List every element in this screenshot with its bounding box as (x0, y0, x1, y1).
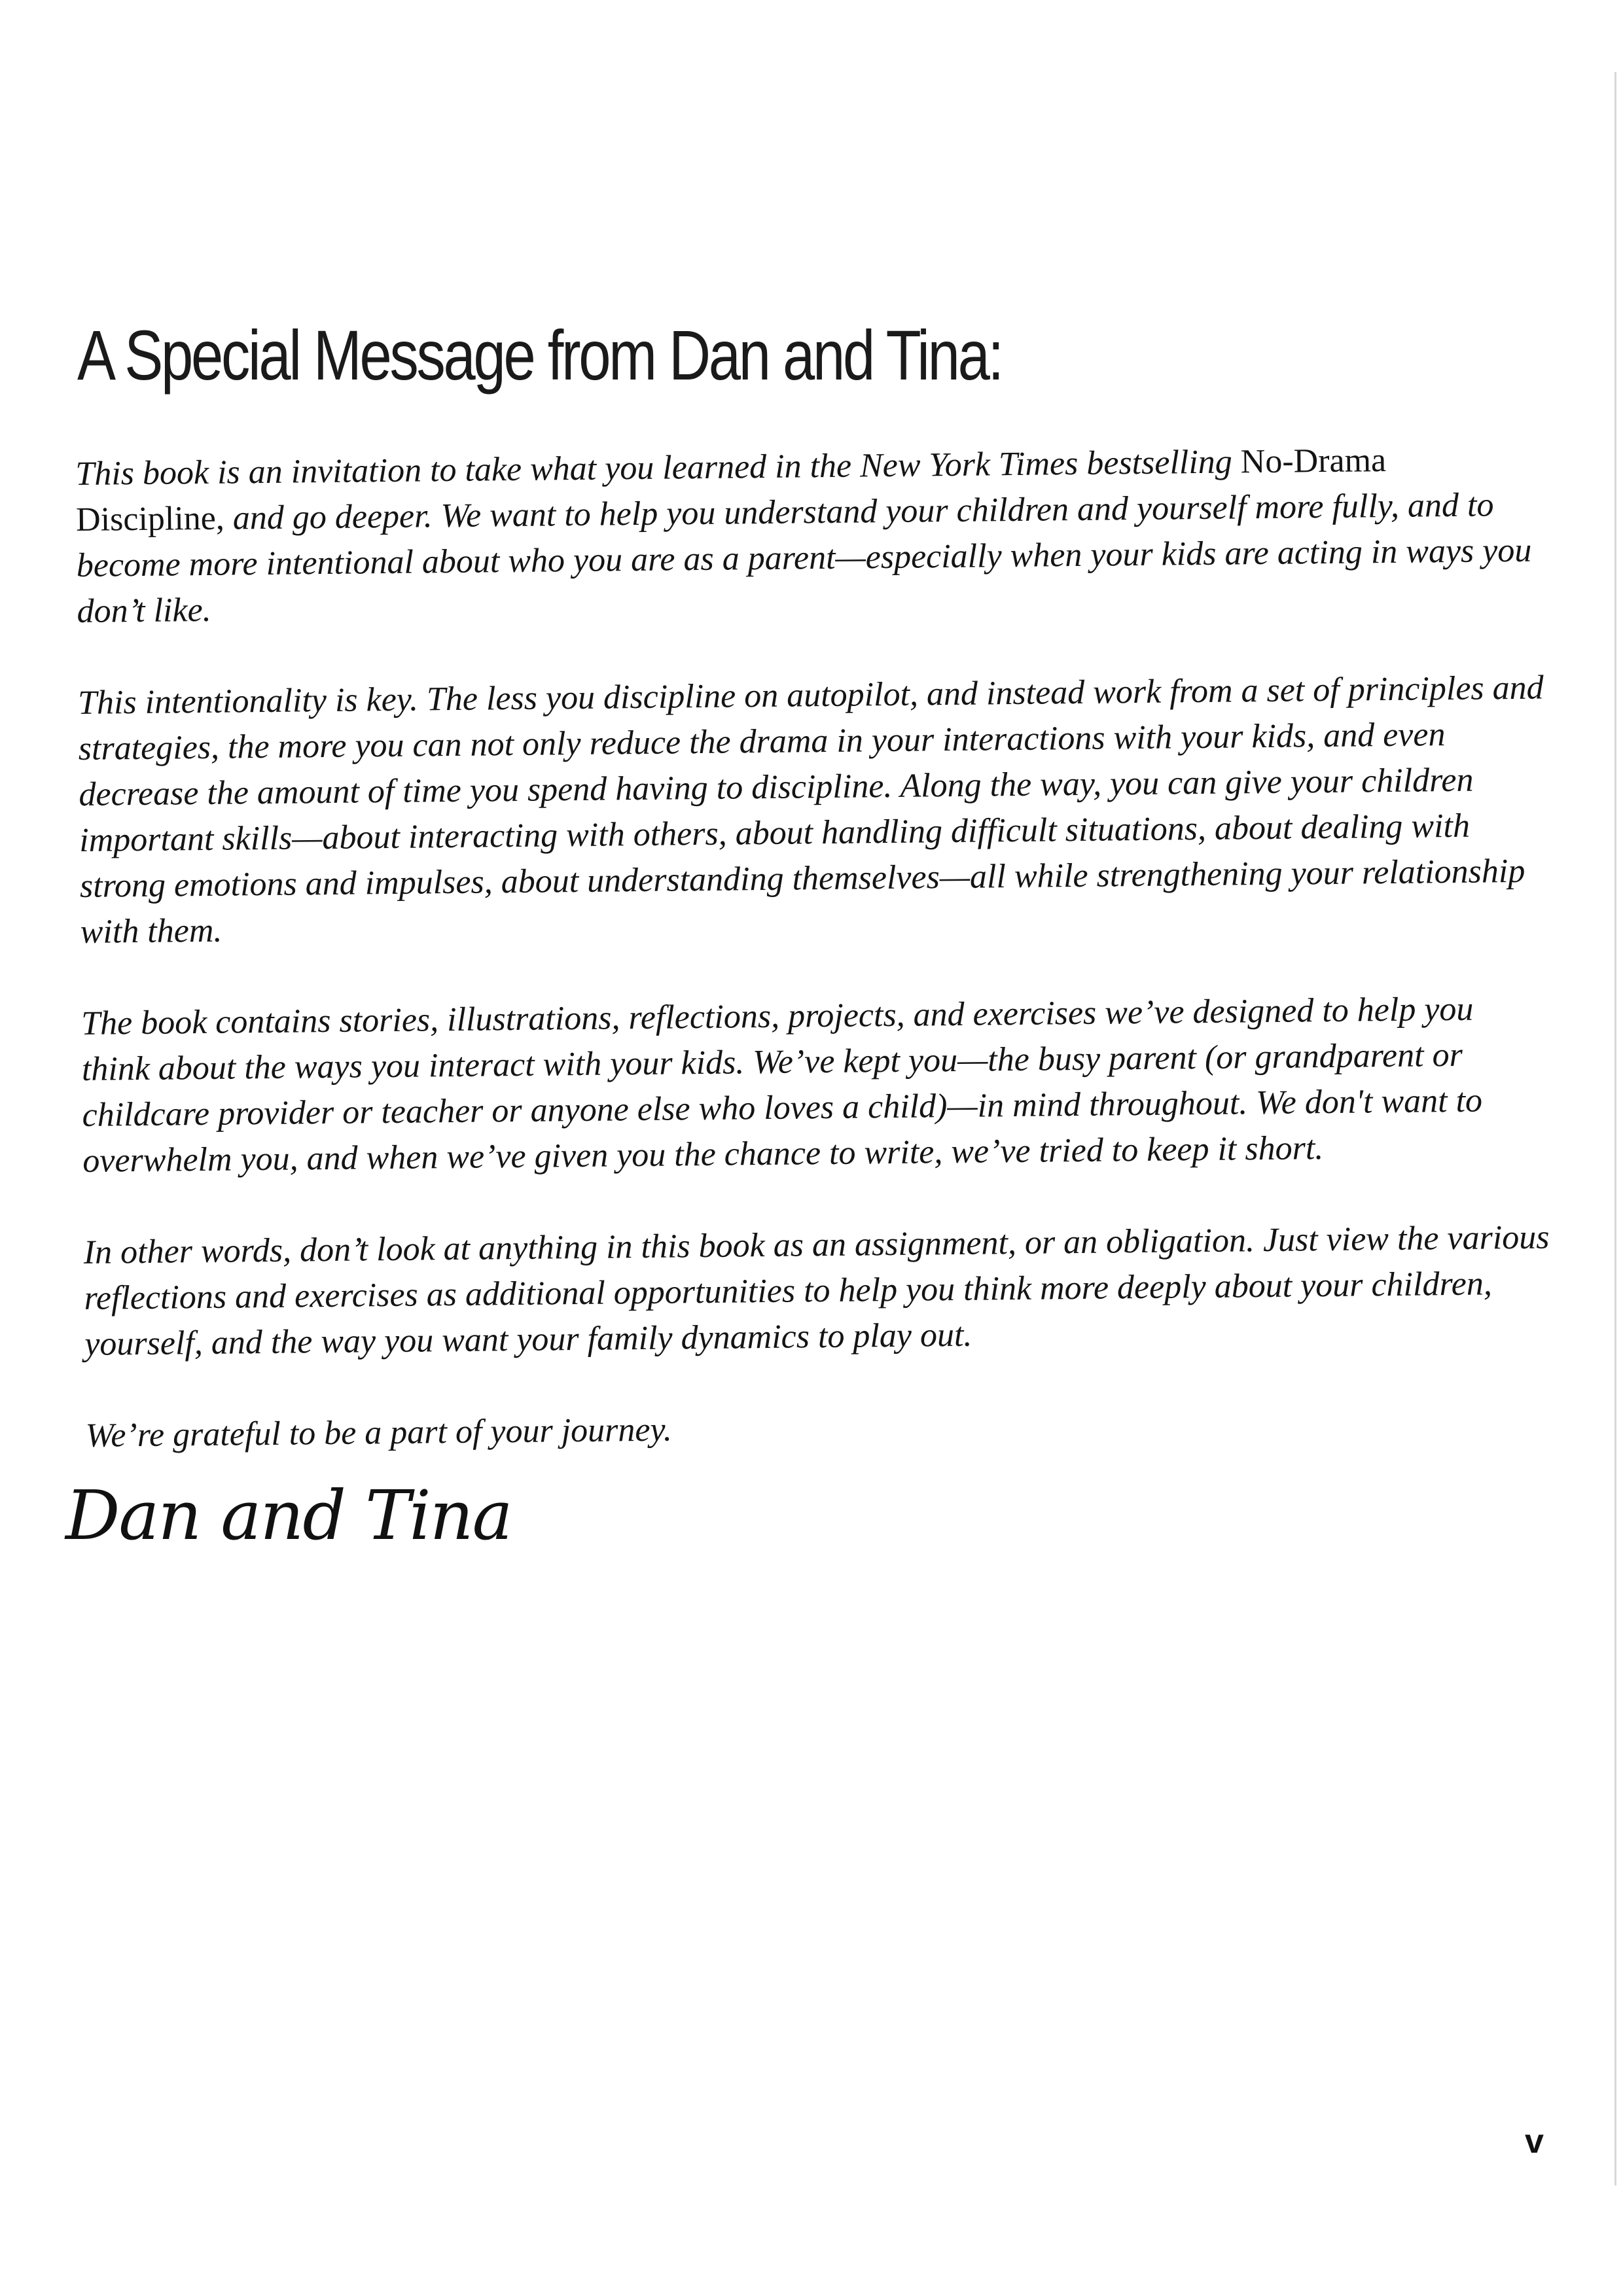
paragraph-1-text-end: and go deeper. We want to help you understand your children and yourself more fully, and to become more intentional about who you are as a parent—especially when your kids are acting in ways you don’t like. (76, 486, 1532, 630)
paragraph-1 (75, 436, 1543, 635)
paragraph-2: This intentionality is key. The less you discipline on autopilot, and instead work from a set of principles and strategies, the more you can not only reduce the drama in your interactions with your kids, and even decrease the amount of time you spend having to discipline. Along the way, you can give your children important skills—about interacting with others, about handling difficult situations, about dealing with strong emotions and impulses, about understanding themselves—all while strengthening your relationship with them. (77, 669, 1544, 951)
paragraph-1-text-start: This book is an invitation to take what you learned in the New York Times bestselling (75, 443, 1241, 493)
closing-line: We’re grateful to be a part of your journey. (85, 1411, 672, 1455)
page-title: A Special Message from Dan and Tina: (77, 315, 1002, 395)
page-edge-line (1614, 72, 1616, 2185)
book-title-reference: No-Drama Discipline, (75, 442, 1387, 539)
paragraph-3: The book contains stories, illustrations, reflections, projects, and exercises we’ve designed to help you think about the ways you interact with your kids. We’ve kept you—the busy parent (or grandparent or childcare provider or teacher or anyone else who loves a child)—in mind throughout. We don't want to overwhelm you, and when we’ve given you the chance to write, we’ve tried to keep it short. (80, 990, 1483, 1180)
signature: Dan and Tina (65, 1475, 512, 1555)
page-number: v (1525, 2123, 1544, 2161)
paragraph-4: In other words, don’t look at anything in this book as an assignment, or an obligation. Just view the various reflections and exercises as additional opportunities to help you think more deeply about your children, yourself, and the way you want your family dynamics to play out. (83, 1218, 1550, 1363)
message-body (75, 436, 1552, 1505)
